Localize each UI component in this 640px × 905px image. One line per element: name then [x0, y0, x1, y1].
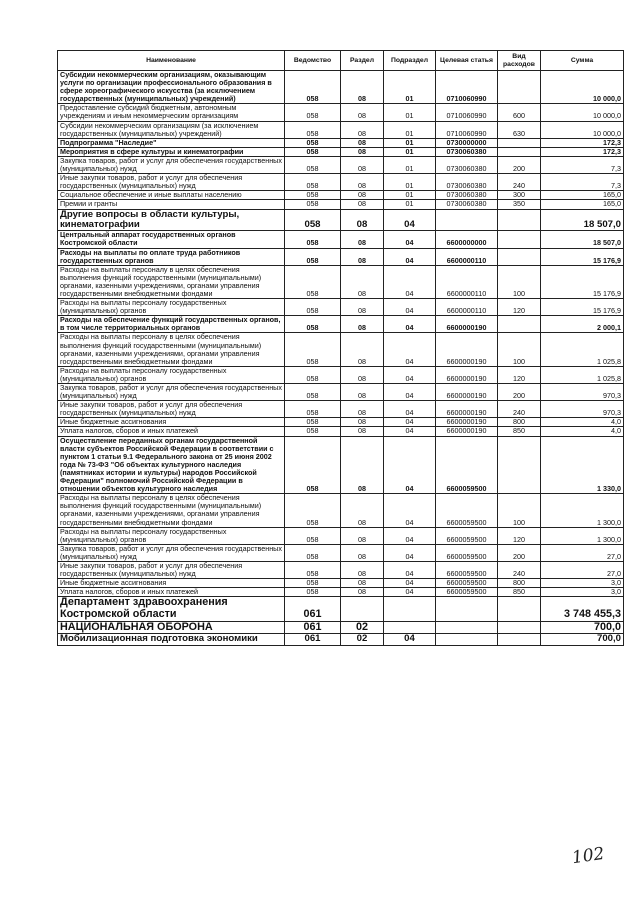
- table-cell-section: 08: [341, 316, 384, 333]
- table-cell-subsection: 01: [384, 104, 436, 121]
- table-cell-exp-type: 200: [498, 384, 541, 401]
- table-cell-name: Другие вопросы в области культуры, кинематографии: [58, 209, 285, 231]
- table-cell-sum: 18 507,0: [541, 209, 624, 231]
- table-cell-dept: 058: [285, 299, 341, 316]
- table-cell-section: 08: [341, 265, 384, 298]
- table-row: [58, 561, 624, 578]
- table-cell-exp-type: 600: [498, 104, 541, 121]
- table-cell-sum: 1 330,0: [541, 436, 624, 494]
- table-cell-name: Осуществление переданных органам государственной власти субъектов Российской Федерации в соответствии с пунктом 1 статьи 9.1 Федерального закона от 25 июня 2002 года № 73-ФЗ "Об объектах культурного наследия (памятниках истории и культуры) народов Российской Федерации" полномочий Российской Федерации в отношении объектов культурного наследия: [58, 436, 285, 494]
- table-cell-sum: 15 176,9: [541, 299, 624, 316]
- header-name: Наименование: [58, 51, 285, 71]
- table-cell-section: 08: [341, 231, 384, 248]
- table-cell-sum: 970,3: [541, 384, 624, 401]
- table-cell-exp-type: [498, 621, 541, 634]
- table-cell-subsection: 04: [384, 316, 436, 333]
- table-cell-subsection: 04: [384, 494, 436, 527]
- table-cell-dept: 058: [285, 265, 341, 298]
- table-cell-exp-type: [498, 248, 541, 265]
- table-cell-exp-type: 300: [498, 191, 541, 200]
- table-cell-target: 0730060380: [436, 174, 498, 191]
- table-row: [58, 138, 624, 147]
- table-cell-sum: 165,0: [541, 200, 624, 209]
- table-cell-section: 08: [341, 333, 384, 366]
- table-cell-target: 6600059500: [436, 579, 498, 588]
- table-cell-target: 6600000190: [436, 333, 498, 366]
- table-cell-exp-type: 240: [498, 561, 541, 578]
- table-cell-name: Иные закупки товаров, работ и услуг для обеспечения государственных (муниципальных) нужд: [58, 401, 285, 418]
- table-cell-exp-type: 850: [498, 588, 541, 597]
- table-cell-dept: 061: [285, 621, 341, 634]
- table-cell-subsection: 04: [384, 634, 436, 645]
- table-cell-dept: 058: [285, 209, 341, 231]
- table-cell-sum: 10 000,0: [541, 121, 624, 138]
- table-cell-exp-type: 800: [498, 579, 541, 588]
- table-row: [58, 366, 624, 383]
- table-cell-sum: 3,0: [541, 579, 624, 588]
- table-cell-exp-type: [498, 209, 541, 231]
- table-cell-subsection: 04: [384, 401, 436, 418]
- table-cell-section: 08: [341, 544, 384, 561]
- table-cell-name: Иные бюджетные ассигнования: [58, 579, 285, 588]
- table-cell-section: 08: [341, 248, 384, 265]
- table-cell-subsection: 04: [384, 231, 436, 248]
- table-cell-subsection: 01: [384, 71, 436, 104]
- table-cell-name: НАЦИОНАЛЬНАЯ ОБОРОНА: [58, 621, 285, 634]
- table-cell-dept: 058: [285, 231, 341, 248]
- table-cell-dept: 058: [285, 588, 341, 597]
- table-cell-name: Субсидии некоммерческим организациям (за исключением государственных (муниципальных) учреждений): [58, 121, 285, 138]
- table-row: [58, 156, 624, 173]
- table-cell-target: 0710060990: [436, 104, 498, 121]
- table-header-row: [58, 51, 624, 71]
- table-cell-sum: 27,0: [541, 544, 624, 561]
- table-row: [58, 544, 624, 561]
- table-cell-dept: 058: [285, 579, 341, 588]
- table-cell-subsection: 01: [384, 156, 436, 173]
- table-cell-dept: 058: [285, 494, 341, 527]
- table-cell-sum: 700,0: [541, 621, 624, 634]
- table-cell-section: 02: [341, 621, 384, 634]
- table-cell-exp-type: [498, 597, 541, 621]
- table-row: [58, 316, 624, 333]
- table-cell-name: Расходы на выплаты персоналу в целях обеспечения выполнения функций государственными (муниципальными) органами, казенными учреждениями, органами управления государственными внебюджетными фондами: [58, 494, 285, 527]
- table-cell-exp-type: [498, 436, 541, 494]
- table-cell-sum: 10 000,0: [541, 71, 624, 104]
- table-cell-sum: 3 748 455,3: [541, 597, 624, 621]
- table-cell-sum: 4,0: [541, 418, 624, 427]
- table-cell-section: 08: [341, 147, 384, 156]
- table-cell-dept: 058: [285, 121, 341, 138]
- table-row: [58, 634, 624, 645]
- table-cell-target: [436, 209, 498, 231]
- header-exp-type: Вид расходов: [498, 51, 541, 71]
- table-cell-exp-type: 240: [498, 401, 541, 418]
- table-cell-subsection: 01: [384, 121, 436, 138]
- table-cell-sum: 1 300,0: [541, 494, 624, 527]
- table-cell-dept: 058: [285, 384, 341, 401]
- table-cell-name: Субсидии некоммерческим организациям, оказывающим услуги по организации профессионального образования в сфере хореографического искусства (за исключением государственных (муниципальных) учреждений): [58, 71, 285, 104]
- table-cell-dept: 058: [285, 418, 341, 427]
- table-cell-target: 6600000110: [436, 248, 498, 265]
- table-cell-sum: 1 025,8: [541, 366, 624, 383]
- table-cell-subsection: 04: [384, 366, 436, 383]
- table-cell-section: 08: [341, 561, 384, 578]
- table-cell-subsection: 01: [384, 147, 436, 156]
- table-cell-exp-type: 100: [498, 265, 541, 298]
- table-cell-sum: 15 176,9: [541, 248, 624, 265]
- table-cell-sum: 3,0: [541, 588, 624, 597]
- table-row: [58, 427, 624, 436]
- table-cell-target: 6600000110: [436, 299, 498, 316]
- table-cell-name: Премии и гранты: [58, 200, 285, 209]
- table-cell-exp-type: 800: [498, 418, 541, 427]
- table-cell-section: 08: [341, 71, 384, 104]
- table-row: [58, 299, 624, 316]
- table-cell-section: 08: [341, 494, 384, 527]
- table-cell-exp-type: 200: [498, 156, 541, 173]
- table-cell-dept: 058: [285, 427, 341, 436]
- table-cell-sum: 10 000,0: [541, 104, 624, 121]
- table-cell-section: 08: [341, 384, 384, 401]
- table-cell-exp-type: [498, 231, 541, 248]
- table-cell-exp-type: [498, 147, 541, 156]
- table-cell-dept: 058: [285, 200, 341, 209]
- table-cell-section: 08: [341, 579, 384, 588]
- header-subsection: Подраздел: [384, 51, 436, 71]
- table-cell-target: 6600000000: [436, 231, 498, 248]
- table-cell-subsection: 01: [384, 191, 436, 200]
- table-cell-section: [341, 597, 384, 621]
- table-cell-subsection: 04: [384, 384, 436, 401]
- table-cell-subsection: 04: [384, 418, 436, 427]
- table-cell-dept: 058: [285, 104, 341, 121]
- page-number: 102: [570, 843, 606, 869]
- table-cell-name: Расходы на выплаты персоналу государственных (муниципальных) органов: [58, 527, 285, 544]
- table-cell-dept: 058: [285, 248, 341, 265]
- table-cell-name: Закупка товаров, работ и услуг для обеспечения государственных (муниципальных) нужд: [58, 156, 285, 173]
- table-cell-name: Мобилизационная подготовка экономики: [58, 634, 285, 645]
- table-cell-dept: 058: [285, 156, 341, 173]
- table-cell-section: 08: [341, 200, 384, 209]
- table-cell-exp-type: [498, 634, 541, 645]
- table-cell-section: 08: [341, 401, 384, 418]
- table-cell-dept: 058: [285, 333, 341, 366]
- table-cell-exp-type: 350: [498, 200, 541, 209]
- table-row: [58, 621, 624, 634]
- table-row: [58, 333, 624, 366]
- table-row: [58, 71, 624, 104]
- table-cell-subsection: 01: [384, 138, 436, 147]
- table-cell-sum: 18 507,0: [541, 231, 624, 248]
- header-section: Раздел: [341, 51, 384, 71]
- table-cell-sum: 4,0: [541, 427, 624, 436]
- table-row: [58, 527, 624, 544]
- table-cell-name: Подпрограмма "Наследие": [58, 138, 285, 147]
- table-cell-section: 08: [341, 527, 384, 544]
- table-cell-sum: 27,0: [541, 561, 624, 578]
- table-cell-target: 6600059500: [436, 527, 498, 544]
- table-cell-section: 08: [341, 138, 384, 147]
- table-cell-subsection: 04: [384, 333, 436, 366]
- table-row: [58, 174, 624, 191]
- table-row: [58, 597, 624, 621]
- table-cell-exp-type: 120: [498, 366, 541, 383]
- table-cell-exp-type: [498, 138, 541, 147]
- table-cell-target: 6600000190: [436, 401, 498, 418]
- table-cell-subsection: 01: [384, 174, 436, 191]
- table-cell-exp-type: 630: [498, 121, 541, 138]
- table-cell-target: 6600059500: [436, 494, 498, 527]
- table-cell-name: Закупка товаров, работ и услуг для обеспечения государственных (муниципальных) нужд: [58, 544, 285, 561]
- table-cell-sum: 15 176,9: [541, 265, 624, 298]
- table-row: [58, 209, 624, 231]
- table-cell-section: 08: [341, 191, 384, 200]
- table-cell-sum: 2 000,1: [541, 316, 624, 333]
- table-cell-subsection: 04: [384, 544, 436, 561]
- table-cell-sum: 970,3: [541, 401, 624, 418]
- table-cell-dept: 058: [285, 436, 341, 494]
- table-cell-sum: 700,0: [541, 634, 624, 645]
- table-cell-subsection: 04: [384, 299, 436, 316]
- table-cell-target: 0710060990: [436, 71, 498, 104]
- table-cell-name: Расходы на выплаты персоналу в целях обеспечения выполнения функций государственными (муниципальными) органами, казенными учреждениями, органами управления государственными внебюджетными фондами: [58, 265, 285, 298]
- table-cell-section: 08: [341, 588, 384, 597]
- table-cell-exp-type: [498, 316, 541, 333]
- table-cell-dept: 058: [285, 191, 341, 200]
- table-cell-dept: 058: [285, 138, 341, 147]
- table-cell-exp-type: 120: [498, 527, 541, 544]
- table-cell-sum: 7,3: [541, 156, 624, 173]
- table-row: [58, 265, 624, 298]
- table-cell-target: 6600059500: [436, 561, 498, 578]
- table-cell-target: 6600059500: [436, 588, 498, 597]
- table-cell-section: 08: [341, 121, 384, 138]
- table-cell-subsection: 04: [384, 527, 436, 544]
- table-cell-subsection: 04: [384, 209, 436, 231]
- table-cell-section: 08: [341, 209, 384, 231]
- table-cell-target: 6600000190: [436, 418, 498, 427]
- table-cell-name: Расходы на выплаты персоналу государственных (муниципальных) органов: [58, 366, 285, 383]
- table-cell-exp-type: 100: [498, 494, 541, 527]
- table-row: [58, 121, 624, 138]
- table-cell-name: Расходы на выплаты по оплате труда работников государственных органов: [58, 248, 285, 265]
- table-cell-target: 6600000110: [436, 265, 498, 298]
- table-cell-name: Иные бюджетные ассигнования: [58, 418, 285, 427]
- table-cell-sum: 165,0: [541, 191, 624, 200]
- table-cell-sum: 1 300,0: [541, 527, 624, 544]
- table-cell-subsection: 04: [384, 265, 436, 298]
- table-cell-section: 08: [341, 104, 384, 121]
- table-cell-dept: 061: [285, 634, 341, 645]
- table-row: [58, 248, 624, 265]
- budget-table: [57, 50, 624, 646]
- table-cell-sum: 172,3: [541, 138, 624, 147]
- table-cell-target: 6600000190: [436, 427, 498, 436]
- table-cell-exp-type: [498, 71, 541, 104]
- table-cell-target: 0730060380: [436, 191, 498, 200]
- table-cell-subsection: 04: [384, 436, 436, 494]
- table-cell-target: 0710060990: [436, 121, 498, 138]
- table-cell-exp-type: 200: [498, 544, 541, 561]
- table-cell-target: 6600000190: [436, 384, 498, 401]
- table-cell-target: 0730000000: [436, 138, 498, 147]
- table-cell-name: Центральный аппарат государственных органов Костромской области: [58, 231, 285, 248]
- table-cell-name: Расходы на выплаты персоналу государственных (муниципальных) органов: [58, 299, 285, 316]
- table-cell-section: 08: [341, 156, 384, 173]
- table-cell-dept: 058: [285, 527, 341, 544]
- table-cell-dept: 061: [285, 597, 341, 621]
- table-cell-name: Иные закупки товаров, работ и услуг для обеспечения государственных (муниципальных) нужд: [58, 561, 285, 578]
- table-cell-exp-type: 120: [498, 299, 541, 316]
- table-cell-target: 6600000190: [436, 366, 498, 383]
- table-cell-dept: 058: [285, 174, 341, 191]
- table-cell-dept: 058: [285, 366, 341, 383]
- table-cell-sum: 1 025,8: [541, 333, 624, 366]
- table-cell-target: 0730060380: [436, 200, 498, 209]
- header-dept: Ведомство: [285, 51, 341, 71]
- table-cell-section: 08: [341, 299, 384, 316]
- table-cell-subsection: 04: [384, 579, 436, 588]
- table-cell-name: Предоставление субсидий бюджетным, автономным учреждениям и иным некоммерческим организациям: [58, 104, 285, 121]
- table-row: [58, 200, 624, 209]
- table-cell-dept: 058: [285, 561, 341, 578]
- header-sum: Сумма: [541, 51, 624, 71]
- table-cell-dept: 058: [285, 71, 341, 104]
- table-row: [58, 401, 624, 418]
- table-cell-sum: 172,3: [541, 147, 624, 156]
- table-row: [58, 494, 624, 527]
- table-cell-subsection: [384, 597, 436, 621]
- table-cell-target: 6600000190: [436, 316, 498, 333]
- table-body: [58, 71, 624, 646]
- table-cell-dept: 058: [285, 316, 341, 333]
- table-cell-exp-type: 240: [498, 174, 541, 191]
- table-cell-subsection: [384, 621, 436, 634]
- table-row: [58, 231, 624, 248]
- table-cell-name: Уплата налогов, сборов и иных платежей: [58, 588, 285, 597]
- table-cell-dept: 058: [285, 401, 341, 418]
- table-cell-subsection: 01: [384, 200, 436, 209]
- table-cell-target: 6600059500: [436, 544, 498, 561]
- table-cell-name: Мероприятия в сфере культуры и кинематографии: [58, 147, 285, 156]
- table-row: [58, 191, 624, 200]
- table-cell-exp-type: 850: [498, 427, 541, 436]
- table-cell-section: 08: [341, 436, 384, 494]
- table-cell-name: Расходы на выплаты персоналу в целях обеспечения выполнения функций государственными (муниципальными) органами, казенными учреждениями, органами управления государственными внебюджетными фондами: [58, 333, 285, 366]
- table-cell-section: 08: [341, 418, 384, 427]
- table-cell-target: [436, 621, 498, 634]
- table-cell-section: 08: [341, 174, 384, 191]
- table-cell-name: Закупка товаров, работ и услуг для обеспечения государственных (муниципальных) нужд: [58, 384, 285, 401]
- table-cell-name: Расходы на обеспечение функций государственных органов, в том числе территориальных органов: [58, 316, 285, 333]
- table-cell-target: 6600059500: [436, 436, 498, 494]
- table-cell-name: Департамент здравоохранения Костромской области: [58, 597, 285, 621]
- table-cell-subsection: 04: [384, 588, 436, 597]
- table-cell-name: Социальное обеспечение и иные выплаты населению: [58, 191, 285, 200]
- table-row: [58, 104, 624, 121]
- table-cell-subsection: 04: [384, 248, 436, 265]
- header-target: Целевая статья: [436, 51, 498, 71]
- table-cell-section: 08: [341, 366, 384, 383]
- table-cell-dept: 058: [285, 544, 341, 561]
- table-cell-section: 02: [341, 634, 384, 645]
- table-cell-target: [436, 597, 498, 621]
- table-cell-subsection: 04: [384, 561, 436, 578]
- table-cell-dept: 058: [285, 147, 341, 156]
- table-cell-name: Уплата налогов, сборов и иных платежей: [58, 427, 285, 436]
- table-cell-exp-type: 100: [498, 333, 541, 366]
- table-cell-name: Иные закупки товаров, работ и услуг для обеспечения государственных (муниципальных) нужд: [58, 174, 285, 191]
- table-cell-target: 0730060380: [436, 147, 498, 156]
- table-cell-sum: 7,3: [541, 174, 624, 191]
- table-row: [58, 436, 624, 494]
- table-cell-target: [436, 634, 498, 645]
- table-row: [58, 384, 624, 401]
- table-cell-section: 08: [341, 427, 384, 436]
- table-cell-target: 0730060380: [436, 156, 498, 173]
- table-cell-subsection: 04: [384, 427, 436, 436]
